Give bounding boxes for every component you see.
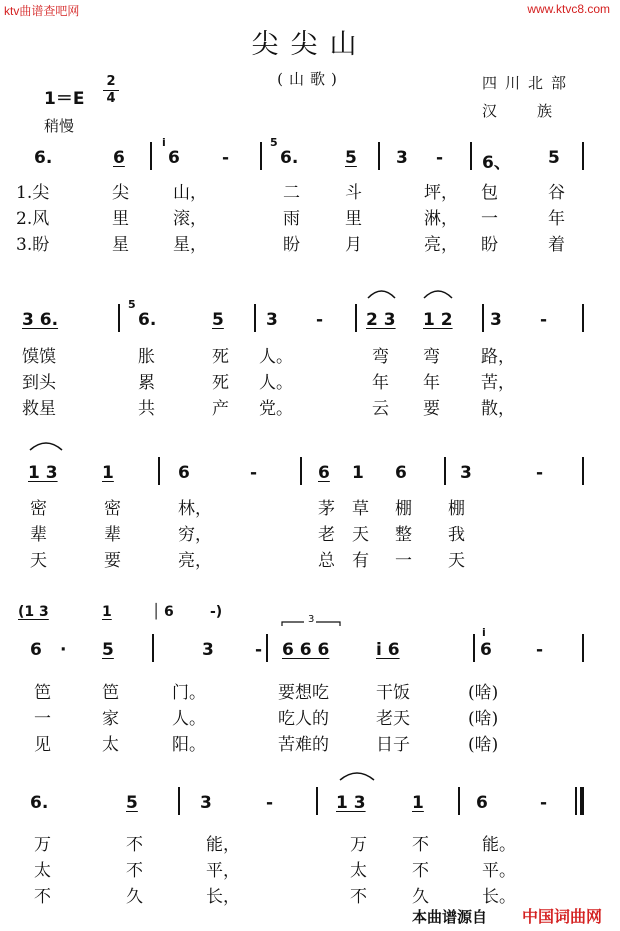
- lyric-syllable: 茅: [318, 499, 335, 519]
- note: 3: [266, 310, 278, 330]
- note: 1 3: [336, 793, 366, 813]
- lyric-syllable: 长，: [206, 887, 240, 907]
- note: 6.: [34, 148, 53, 168]
- lyric-syllable: 到头: [22, 373, 56, 393]
- note: -: [536, 463, 544, 483]
- lyric-syllable: 密: [104, 499, 121, 519]
- note: 1: [352, 463, 364, 483]
- lyric-syllable: 月: [345, 235, 362, 255]
- lyric-syllable: 云: [372, 399, 389, 419]
- intro-note: │: [152, 604, 161, 620]
- lyric-syllable: 辈: [104, 525, 121, 545]
- note: 6.: [138, 310, 157, 330]
- lyric-syllable: 不: [126, 861, 143, 881]
- lyric-syllable: 老: [318, 525, 335, 545]
- note: ·: [60, 640, 67, 660]
- lyric-syllable: 棚: [395, 499, 412, 519]
- lyric-syllable: 总: [318, 551, 335, 571]
- lyric-syllable: 弯: [423, 347, 440, 367]
- note: 2 3: [366, 310, 396, 330]
- lyric-syllable: (啥): [468, 735, 499, 755]
- lyric-syllable: 盼: [283, 235, 300, 255]
- watermark-top-right: www.ktvc8.com: [527, 2, 610, 16]
- lyric-syllable: 着: [548, 235, 565, 255]
- lyric-syllable: 滚，: [173, 209, 207, 229]
- lyric-syllable: 谷: [548, 183, 565, 203]
- lyric-syllable: 救星: [22, 399, 56, 419]
- lyric-syllable: 共: [138, 399, 155, 419]
- lyric-syllable: 累: [138, 373, 155, 393]
- note: 3: [202, 640, 214, 660]
- lyric-syllable: 见: [34, 735, 51, 755]
- lyric-syllable: 里: [345, 209, 362, 229]
- lyric-syllable: 笆: [102, 683, 119, 703]
- note: 5: [345, 148, 357, 168]
- slur-4-0: [340, 773, 374, 780]
- lyric-syllable: 不: [350, 887, 367, 907]
- note: -: [222, 148, 230, 168]
- lyric-syllable: 路，: [481, 347, 515, 367]
- lyric-syllable: 平，: [206, 861, 240, 881]
- note: -: [540, 793, 548, 813]
- triplet-bracket: [282, 622, 340, 626]
- lyric-syllable: 穷，: [178, 525, 212, 545]
- lyric-syllable: 草: [352, 499, 369, 519]
- lyric-syllable: 人。: [259, 347, 293, 367]
- note: 3 6.: [22, 310, 59, 330]
- note: 3: [200, 793, 212, 813]
- time-signature-bottom: 4: [106, 91, 116, 106]
- note: -: [536, 640, 544, 660]
- lyric-syllable: 胀: [138, 347, 155, 367]
- lyric-syllable: 亮，: [178, 551, 212, 571]
- lyric-syllable: 星: [112, 235, 129, 255]
- lyric-syllable: 斗: [345, 183, 362, 203]
- lyric-syllable: 阳。: [172, 735, 206, 755]
- note: 6: [168, 148, 180, 168]
- lyric-syllable: 要: [423, 399, 440, 419]
- lyric-syllable: 尖: [112, 183, 129, 203]
- note: 6: [318, 463, 330, 483]
- note: 3: [460, 463, 472, 483]
- note: 6: [480, 640, 492, 660]
- slur-2-0: [30, 443, 62, 450]
- lyric-syllable: 弯: [372, 347, 389, 367]
- note: 6: [476, 793, 488, 813]
- lyric-syllable: 人。: [259, 373, 293, 393]
- footer-source: 本曲谱源自: [412, 908, 488, 926]
- note: 6 6 6: [282, 640, 330, 660]
- slur-1-1: [424, 291, 452, 298]
- lyric-syllable: 苦难的: [278, 735, 329, 755]
- note: 6、: [482, 153, 511, 173]
- lyric-syllable: 二: [283, 183, 300, 203]
- lyric-syllable: 1.尖: [16, 183, 50, 203]
- lyric-syllable: 门。: [172, 683, 206, 703]
- time-signature-top: 2: [106, 74, 116, 89]
- lyric-syllable: 散，: [481, 399, 515, 419]
- lyric-syllable: 一: [395, 551, 412, 571]
- note: 5: [212, 310, 224, 330]
- intro-note: -): [210, 604, 223, 620]
- lyric-syllable: 能。: [482, 835, 516, 855]
- note: 6.: [30, 793, 49, 813]
- lyric-syllable: 整: [395, 525, 412, 545]
- lyric-syllable: 馍馍: [22, 347, 56, 367]
- note: -: [436, 148, 444, 168]
- lyric-syllable: 3.盼: [16, 235, 50, 255]
- lyric-syllable: 要: [104, 551, 121, 571]
- lyric-syllable: 太: [34, 861, 51, 881]
- note: -: [266, 793, 274, 813]
- lyric-syllable: 天: [448, 551, 465, 571]
- lyric-syllable: 万: [34, 835, 51, 855]
- note: 6: [113, 148, 125, 168]
- grace-note: 5: [270, 136, 278, 149]
- note: i 6: [376, 640, 400, 660]
- lyric-syllable: 不: [126, 835, 143, 855]
- slur-1-0: [368, 291, 395, 298]
- note: -: [255, 640, 263, 660]
- note: 6.: [280, 148, 299, 168]
- lyric-syllable: 星，: [173, 235, 207, 255]
- lyric-syllable: 不: [34, 887, 51, 907]
- lyric-syllable: 年: [548, 209, 565, 229]
- lyric-syllable: 山，: [173, 183, 207, 203]
- note: 1: [412, 793, 424, 813]
- lyric-syllable: 一: [481, 209, 498, 229]
- song-subtitle: (山歌): [277, 70, 343, 88]
- lyric-syllable: 2.风: [16, 209, 50, 229]
- lyric-syllable: 能，: [206, 835, 240, 855]
- grace-note: 5: [128, 298, 136, 311]
- grace-note: i: [482, 626, 486, 639]
- lyric-syllable: (啥): [468, 709, 499, 729]
- note: -: [316, 310, 324, 330]
- lyric-syllable: 笆: [34, 683, 51, 703]
- lyric-syllable: 不: [412, 835, 429, 855]
- lyric-syllable: 林，: [178, 499, 212, 519]
- lyric-syllable: 淋，: [424, 209, 458, 229]
- note: 5: [102, 640, 114, 660]
- note: 1: [102, 463, 114, 483]
- watermark-top-left: ktv曲谱查吧网: [4, 4, 80, 18]
- lyric-syllable: 太: [350, 861, 367, 881]
- lyric-syllable: 天: [352, 525, 369, 545]
- lyric-syllable: 亮，: [424, 235, 458, 255]
- lyric-syllable: 久: [412, 887, 429, 907]
- note: -: [250, 463, 258, 483]
- lyric-syllable: 天: [30, 551, 47, 571]
- lyric-syllable: 太: [102, 735, 119, 755]
- intro-note: 6: [164, 604, 174, 620]
- lyric-syllable: 密: [30, 499, 47, 519]
- intro-note: 1: [102, 604, 112, 620]
- lyric-syllable: 死: [212, 373, 229, 393]
- lyric-syllable: 年: [372, 373, 389, 393]
- lyric-syllable: 雨: [283, 209, 300, 229]
- origin-ethnicity: 汉族: [482, 102, 593, 120]
- footer-site: 中国词曲网: [522, 907, 603, 926]
- lyric-syllable: 我: [448, 525, 465, 545]
- note: -: [540, 310, 548, 330]
- lyric-syllable: 久: [126, 887, 143, 907]
- note: 6: [30, 640, 42, 660]
- lyric-syllable: 盼: [481, 235, 498, 255]
- lyric-syllable: 包: [481, 183, 498, 203]
- lyric-syllable: 一: [34, 709, 51, 729]
- note: 3: [396, 148, 408, 168]
- note: 1 2: [423, 310, 453, 330]
- tempo-marking: 稍慢: [44, 117, 75, 135]
- triplet-mark: 3: [308, 614, 315, 625]
- song-title: 尖尖山: [251, 29, 369, 60]
- lyric-syllable: 吃人的: [278, 709, 329, 729]
- lyric-syllable: 老天: [376, 709, 410, 729]
- intro-note: (1 3: [18, 604, 49, 620]
- lyric-syllable: 不: [412, 861, 429, 881]
- lyric-syllable: 万: [350, 835, 367, 855]
- lyric-syllable: 人。: [172, 709, 206, 729]
- grace-note: i: [162, 136, 166, 149]
- lyric-syllable: 长。: [482, 887, 516, 907]
- lyric-syllable: 棚: [448, 499, 465, 519]
- lyric-syllable: 年: [423, 373, 440, 393]
- note: 1 3: [28, 463, 58, 483]
- note: 5: [548, 148, 560, 168]
- lyric-syllable: (啥): [468, 683, 499, 703]
- lyric-syllable: 干饭: [376, 683, 410, 703]
- note: 3: [490, 310, 502, 330]
- lyric-syllable: 死: [212, 347, 229, 367]
- lyric-syllable: 里: [112, 209, 129, 229]
- origin-region: 四川北部: [482, 74, 575, 92]
- key-signature: 1＝E: [44, 89, 85, 109]
- lyric-syllable: 有: [352, 551, 369, 571]
- lyric-syllable: 要想吃: [278, 683, 329, 703]
- lyric-syllable: 产: [212, 399, 229, 419]
- lyric-syllable: 党。: [259, 399, 293, 419]
- lyric-syllable: 家: [102, 709, 119, 729]
- lyric-syllable: 坪，: [424, 183, 458, 203]
- lyric-syllable: 苦，: [481, 373, 515, 393]
- note: 6: [178, 463, 190, 483]
- note: 6: [395, 463, 407, 483]
- note: 5: [126, 793, 138, 813]
- lyric-syllable: 平。: [482, 861, 516, 881]
- lyric-syllable: 辈: [30, 525, 47, 545]
- lyric-syllable: 日子: [376, 735, 410, 755]
